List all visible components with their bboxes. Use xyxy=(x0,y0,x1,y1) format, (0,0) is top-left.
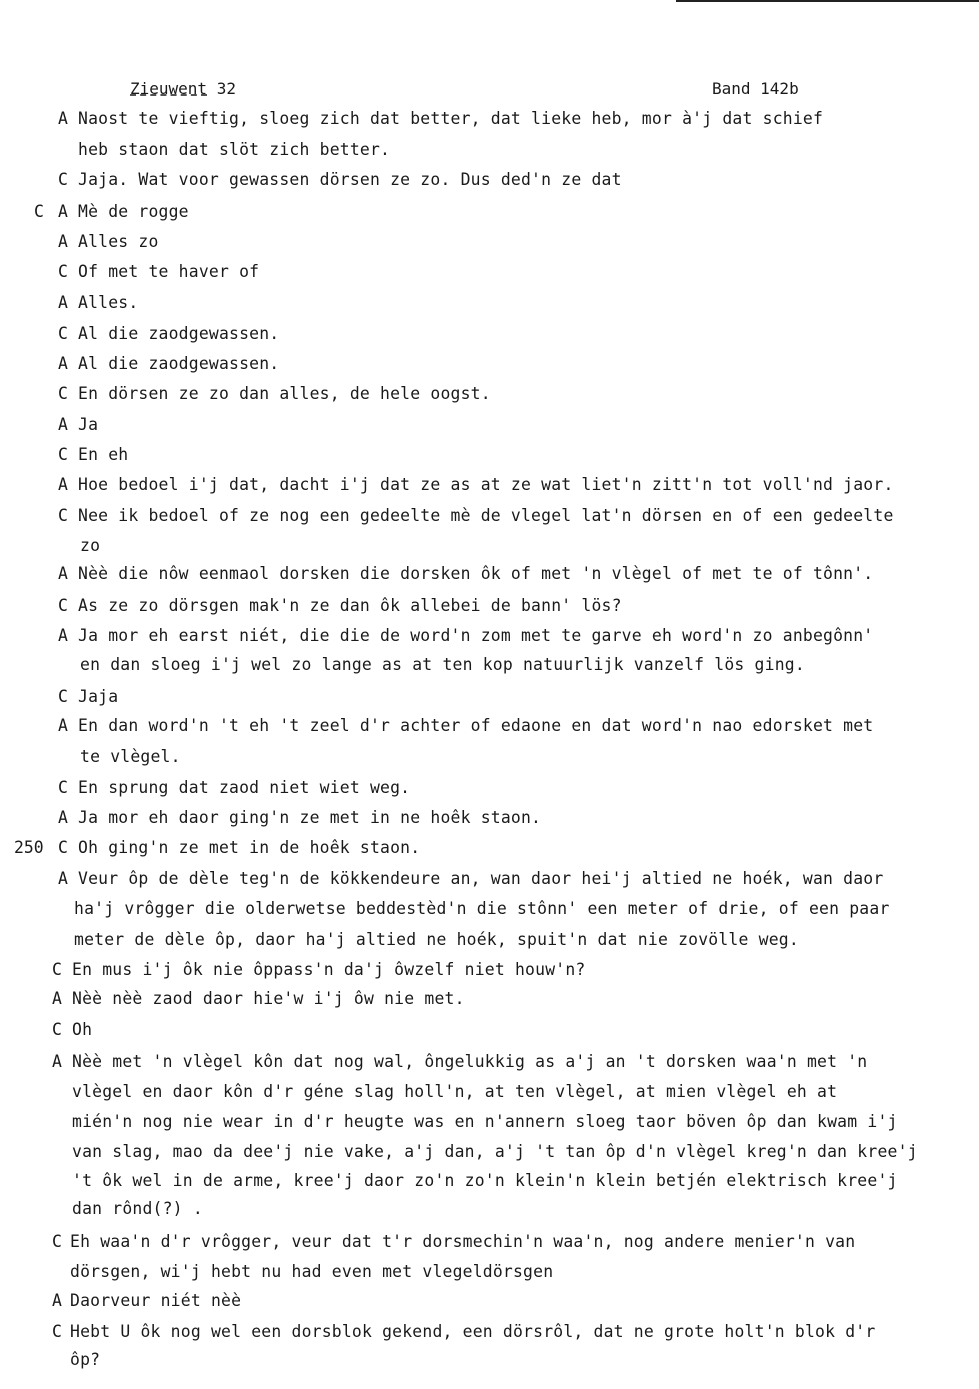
speaker-label: A xyxy=(58,716,68,735)
place-name: Zieuwent xyxy=(130,79,208,98)
line-text: En dörsen ze zo dan alles, de hele oogst. xyxy=(78,384,491,403)
line-text: ôp? xyxy=(70,1350,101,1369)
line-text: Oh xyxy=(72,1020,93,1039)
line-text: vlègel en daor kôn d'r géne slag holl'n, at ten vlègel, at mien vlègel eh at xyxy=(72,1082,838,1101)
band-label: Band 142b xyxy=(712,79,799,98)
line-text: Nèè met 'n vlègel kôn dat nog wal, ôngelukkig as a'j an 't dorsken waa'n met 'n xyxy=(72,1052,868,1071)
line-text: Hoe bedoel i'j dat, dacht i'j dat ze as at ze wat liet'n zitt'n tot voll'nd jaor. xyxy=(78,475,894,494)
speaker-label: C xyxy=(58,384,68,403)
line-text: van slag, mao da dee'j nie vake, a'j dan, a'j 't tan ôp d'n vlègel kreg'n dan kree'j xyxy=(72,1142,918,1161)
speaker-label: C xyxy=(52,1232,62,1251)
line-text: En dan word'n 't eh 't zeel d'r achter of edaone en dat word'n nao edorsket met xyxy=(78,716,874,735)
line-text: mién'n nog nie wear in d'r heugte was en n'annern sloeg taor böven ôp dan kwam i'j xyxy=(72,1112,898,1131)
line-text: Of met te haver of xyxy=(78,262,260,281)
line-text: Hebt U ôk nog wel een dorsblok gekend, een dörsrôl, dat ne grote holt'n blok d'r xyxy=(70,1322,876,1341)
line-text: Oh ging'n ze met in de hoêk staon. xyxy=(78,838,421,857)
line-text: Alles. xyxy=(78,293,139,312)
speaker-label: C xyxy=(58,687,68,706)
line-text: Alles zo xyxy=(78,232,159,251)
speaker-label: A xyxy=(58,232,68,251)
line-text: meter de dèle ôp, daor ha'j altied ne hoék, spuit'n dat nie zovölle weg. xyxy=(74,930,799,949)
line-text: te vlègel. xyxy=(80,747,181,766)
speaker-label: A xyxy=(52,1052,62,1071)
line-text: Nee ik bedoel of ze nog een gedeelte mè de vlegel lat'n dörsen en of een gedeelte xyxy=(78,506,894,525)
speaker-label: C xyxy=(58,596,68,615)
speaker-label: C xyxy=(58,324,68,343)
line-text: zo xyxy=(80,536,101,555)
speaker-label: C xyxy=(58,838,68,857)
line-text: As ze zo dörsgen mak'n ze dan ôk allebei de bann' lös? xyxy=(78,596,622,615)
speaker-label: A xyxy=(58,869,68,888)
speaker-label: C xyxy=(58,170,68,189)
line-text: Mè de rogge xyxy=(78,202,189,221)
line-text: ha'j vrôgger die olderwetse beddestèd'n die stônn' een meter of drie, of een paar xyxy=(74,899,890,918)
speaker-label: C xyxy=(58,506,68,525)
line-text: Jaja. Wat voor gewassen dörsen ze zo. Dus ded'n ze dat xyxy=(78,170,622,189)
speaker-label: A xyxy=(58,415,68,434)
speaker-label: A xyxy=(52,1291,62,1310)
speaker-label: A xyxy=(58,808,68,827)
line-text: Ja mor eh earst niét, die die de word'n zom met te garve eh word'n zo anbegônn' xyxy=(78,626,874,645)
line-text: Daorveur niét nèè xyxy=(70,1291,242,1310)
line-text: Ja mor eh daor ging'n ze met in ne hoêk staon. xyxy=(78,808,542,827)
speaker-label: A xyxy=(58,354,68,373)
speaker-label: C xyxy=(52,1020,62,1039)
line-text: heb staon dat slöt zich better. xyxy=(78,140,391,159)
line-text: En sprung dat zaod niet wiet weg. xyxy=(78,778,411,797)
line-text: Al die zaodgewassen. xyxy=(78,324,280,343)
page-number: 32 xyxy=(216,79,236,98)
line-text: Veur ôp de dèle teg'n de kökkendeure an, wan daor hei'j altied ne hoék, wan daor xyxy=(78,869,884,888)
page-header-left xyxy=(130,79,236,98)
speaker-label: A xyxy=(58,564,68,583)
speaker-label: A xyxy=(58,109,68,128)
correction-mark: C xyxy=(34,202,44,221)
line-text: dörsgen, wi'j hebt nu had even met vlegeldörsgen xyxy=(70,1262,554,1281)
line-text: Eh waa'n d'r vrôgger, veur dat t'r dorsmechin'n waa'n, nog andere menier'n van xyxy=(70,1232,856,1251)
speaker-label: C xyxy=(58,445,68,464)
speaker-label: A xyxy=(52,989,62,1008)
line-text: 't ôk wel in de arme, kree'j daor zo'n zo'n klein'n klein betjén elektrisch kree'j xyxy=(72,1171,898,1190)
line-text: Nèè nèè zaod daor hie'w i'j ôw nie met. xyxy=(72,989,465,1008)
speaker-label: C xyxy=(58,262,68,281)
speaker-label: A xyxy=(58,626,68,645)
line-text: Nèè die nôw eenmaol dorsken die dorsken ôk of met 'n vlègel of met te of tônn'. xyxy=(78,564,874,583)
line-text: Naost te vieftig, sloeg zich dat better, dat lieke heb, mor à'j dat schief xyxy=(78,109,824,128)
line-text: En eh xyxy=(78,445,129,464)
line-text: Al die zaodgewassen. xyxy=(78,354,280,373)
line-text: Ja xyxy=(78,415,99,434)
top-rule xyxy=(676,0,979,2)
speaker-label: C xyxy=(52,960,62,979)
speaker-label: A xyxy=(58,475,68,494)
line-text: En mus i'j ôk nie ôppass'n da'j ôwzelf niet houw'n? xyxy=(72,960,586,979)
speaker-label: A xyxy=(58,293,68,312)
speaker-label: C xyxy=(52,1322,62,1341)
line-text: Jaja xyxy=(78,687,119,706)
speaker-label: A xyxy=(58,202,68,221)
line-text: en dan sloeg i'j wel zo lange as at ten kop natuurlijk vanzelf lös ging. xyxy=(80,655,805,674)
line-text: dan rônd(?) . xyxy=(72,1199,203,1218)
speaker-label: C xyxy=(58,778,68,797)
line-number-marker: 250 xyxy=(14,838,44,857)
